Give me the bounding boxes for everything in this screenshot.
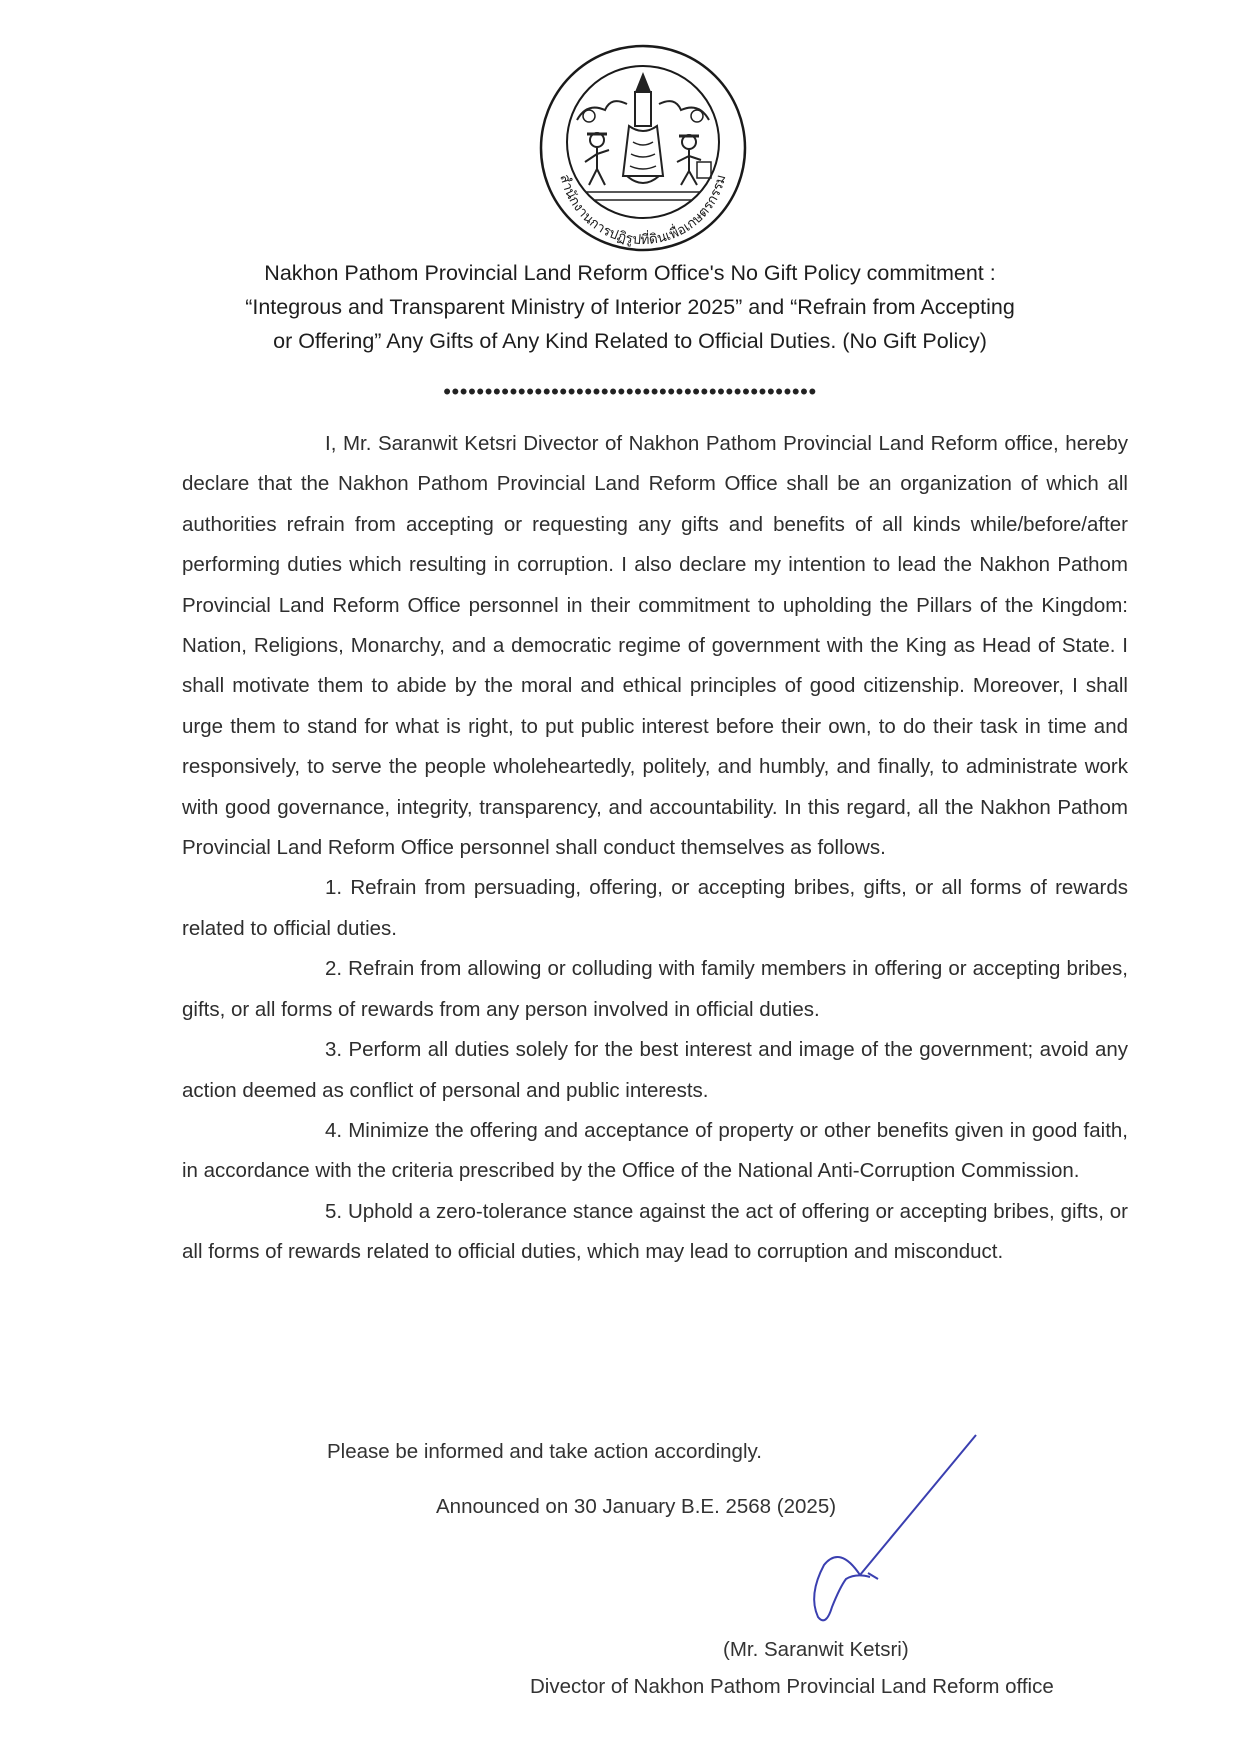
title-line-2: “Integrous and Transparent Ministry of Interior 2025” and “Refrain from Accepting — [245, 295, 1015, 319]
land-reform-office-seal — [537, 42, 749, 254]
dotted-separator: ••••••••••••••••••••••••••••••••••••••••••••• — [443, 379, 817, 404]
seal-arc-text: สำนักงานการปฏิรูปที่ดินเพื่อเกษตรกรรม — [556, 172, 730, 249]
intro-paragraph: I, Mr. Saranwit Ketsri Divector of Nakhon Pathom Provincial Land Reform office, hereby declare that the Nakhon Pathom Provincial Land Reform Office shall be an organization of which all authorities refrain from accepting or requesting any gifts and benefits of all kinds while/before/after performing duties which resulting in corruption. I also declare my intention to lead the Nakhon Pathom Provincial Land Reform Office personnel in their commitment to upholding the Pillars of the Kingdom: Nation, Religions, Monarchy, and a democratic regime of government with the King as Head of State. I shall motivate them to abide by the moral and ethical principles of good citizenship. Moreover, I shall urge them to stand for what is right, to put public interest before their own, to do their task in time and responsively, to serve the people wholeheartedly, politely, and humbly, and finally, to administrate work with good governance, integrity, transparency, and accountability. In this regard, all the Nakhon Pathom Provincial Land Reform Office personnel shall conduct themselves as follows. — [182, 432, 1128, 860]
closing-statement: Please be informed and take action accordingly. — [327, 1440, 762, 1463]
list-item-5: 5. Uphold a zero-tolerance stance against the act of offering or accepting bribes, gifts, or all forms of rewards related to official duties, which may lead to corruption and misconduct. — [182, 1199, 1128, 1264]
document-title — [130, 256, 1130, 358]
list-item-3: 3. Perform all duties solely for the best interest and image of the government; avoid any action deemed as conflict of personal and public interests. — [182, 1038, 1128, 1102]
announcement-date: Announced on 30 January B.E. 2568 (2025) — [436, 1495, 837, 1518]
list-item-1: 1. Refrain from persuading, offering, or accepting bribes, gifts, or all forms of rewards related to official duties. — [182, 876, 1128, 940]
signatory-title: Divector of Nakhon Pathom Provincial Land Reform office — [530, 1675, 1054, 1698]
declaration-body — [182, 424, 1128, 1273]
signatory-name: (Mr. Saranwit Ketsri) — [723, 1638, 909, 1661]
list-item-2: 2. Refrain from allowing or colluding with family members in offering or accepting bribes, gifts, or all forms of rewards from any person involved in official duties. — [182, 957, 1128, 1021]
title-line-3: or Offering” Any Gifts of Any Kind Related to Official Duties. (No Gift Policy) — [273, 329, 987, 353]
handwritten-signature — [780, 1425, 1000, 1625]
list-item-4: 4. Minimize the offering and acceptance of property or other benefits given in good faith, in accordance with the criteria prescribed by the Office of the National Anti-Corruption Commission. — [182, 1118, 1128, 1183]
title-line-1: Nakhon Pathom Provincial Land Reform Office's No Gift Policy commitment : — [264, 261, 996, 285]
